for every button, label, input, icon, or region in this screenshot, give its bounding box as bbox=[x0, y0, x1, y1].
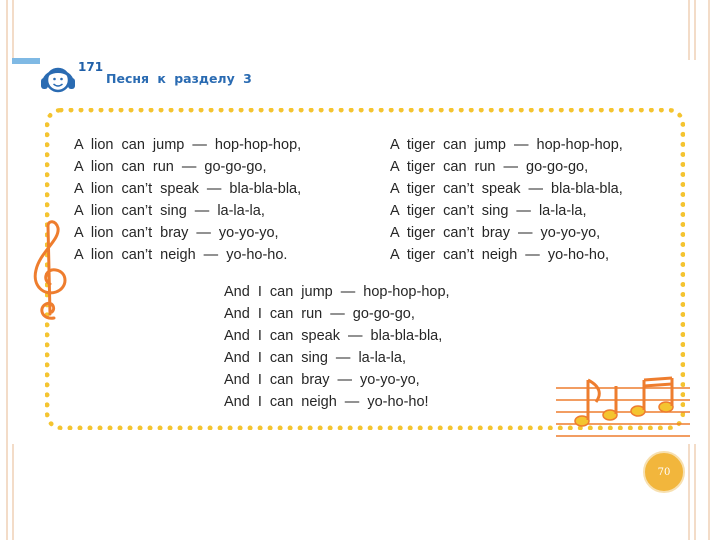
lion-verse bbox=[74, 134, 301, 266]
page-number-badge: 70 bbox=[643, 451, 685, 493]
frame-line bbox=[6, 0, 8, 540]
verse-line: And I can speak — bla-bla-bla, bbox=[224, 328, 443, 344]
treble-clef-icon bbox=[28, 218, 74, 322]
verse-line: A tiger can’t neigh — yo-ho-ho, bbox=[390, 247, 610, 263]
verse-line: A lion can run — go-go-go, bbox=[74, 159, 267, 175]
verse-line: And I can sing — la-la-la, bbox=[224, 350, 406, 366]
section-title: Песня к разделу 3 bbox=[106, 71, 252, 86]
verse-line: A tiger can’t sing — la-la-la, bbox=[390, 203, 587, 219]
verse-line: A lion can’t sing — la-la-la, bbox=[74, 203, 265, 219]
verse-line: A lion can’t neigh — yo-ho-ho. bbox=[74, 247, 288, 263]
verse-line: A tiger can’t speak — bla-bla-bla, bbox=[390, 181, 623, 197]
headphones-icon[interactable] bbox=[38, 60, 78, 96]
verse-line: A tiger can jump — hop-hop-hop, bbox=[390, 137, 623, 153]
tiger-verse bbox=[390, 134, 623, 266]
verse-line: A lion can’t bray — yo-yo-yo, bbox=[74, 225, 279, 241]
chorus-verse bbox=[224, 281, 450, 413]
verse-line: And I can jump — hop-hop-hop, bbox=[224, 284, 450, 300]
verse-line: A tiger can’t bray — yo-yo-yo, bbox=[390, 225, 601, 241]
verse-line: And I can bray — yo-yo-yo, bbox=[224, 372, 420, 388]
verse-line: And I can neigh — yo-ho-ho! bbox=[224, 394, 429, 410]
verse-line: A lion can’t speak — bla-bla-bla, bbox=[74, 181, 302, 197]
verse-line: A lion can jump — hop-hop-hop, bbox=[74, 137, 302, 153]
verse-line: A tiger can run — go-go-go, bbox=[390, 159, 589, 175]
track-number: 171 bbox=[78, 60, 104, 74]
frame-line bbox=[708, 0, 710, 540]
verse-line: And I can run — go-go-go, bbox=[224, 306, 415, 322]
top-strip bbox=[12, 58, 40, 64]
music-notes-icon bbox=[556, 374, 690, 438]
